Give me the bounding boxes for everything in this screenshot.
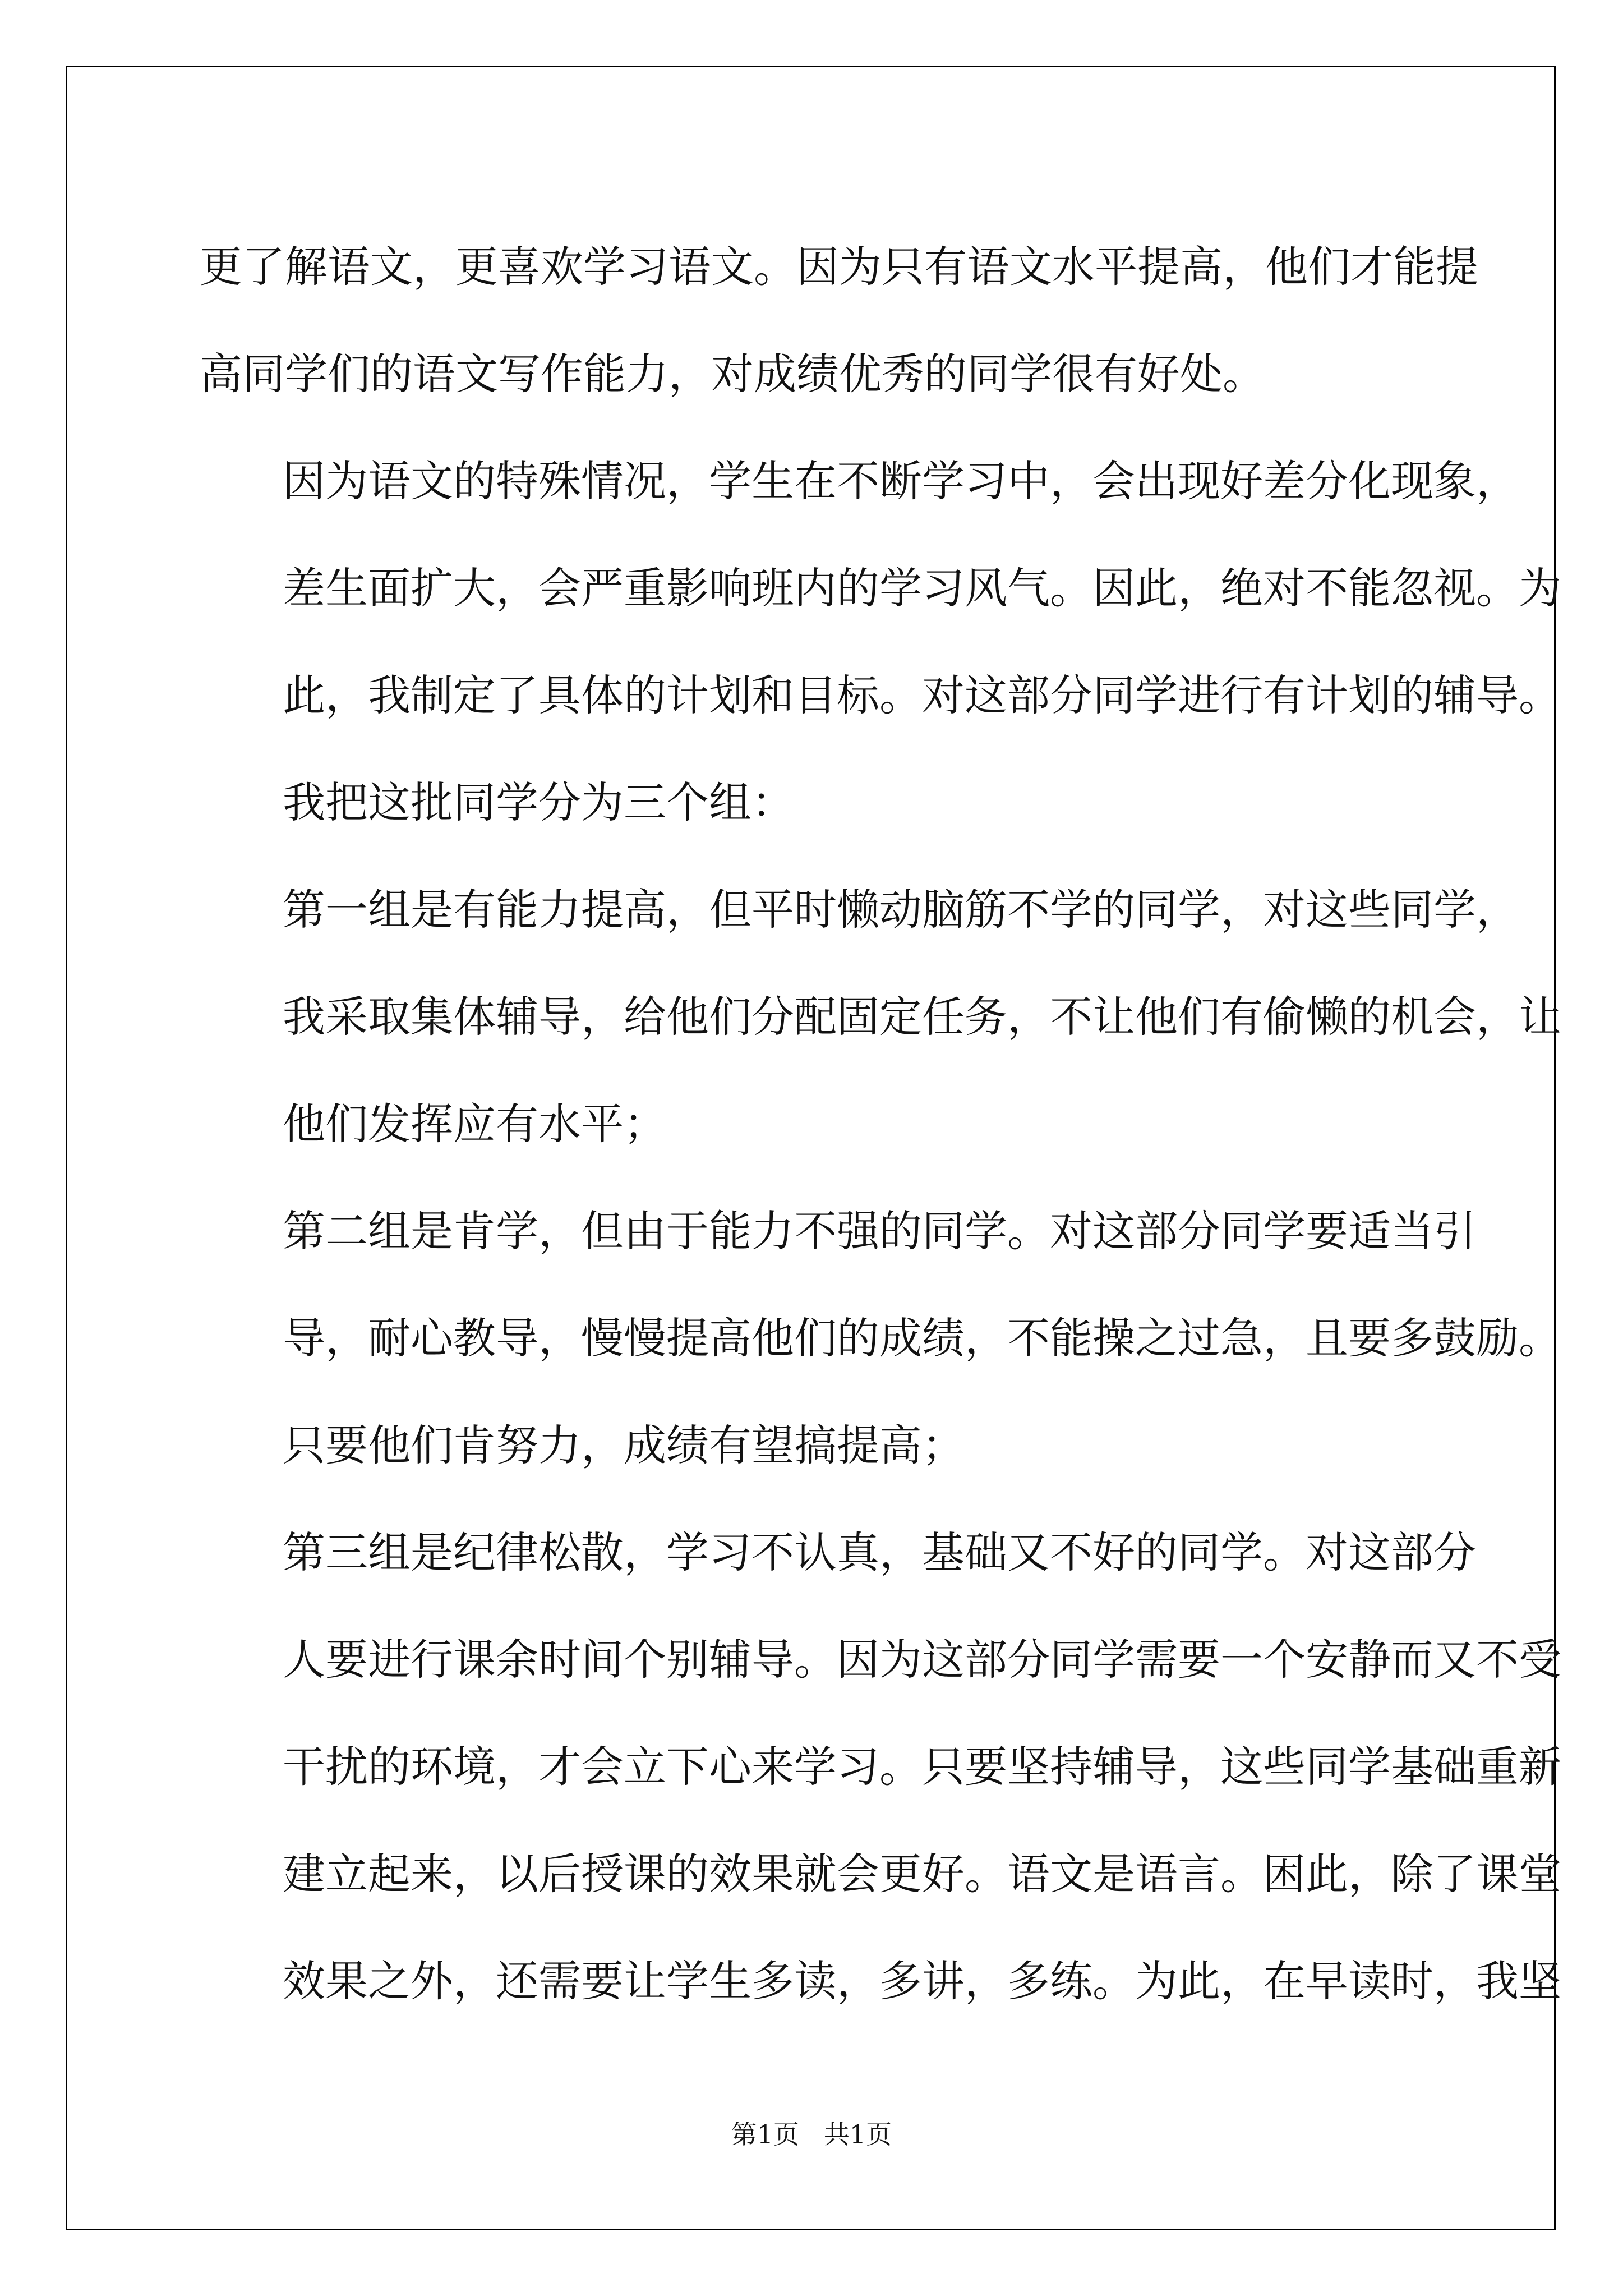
paragraph xyxy=(200,427,1561,749)
text-line: 差生面扩大，会严重影响班内的学习风气。因此，绝对不能忽视。为 xyxy=(283,563,1561,613)
text-line: 只要他们肯努力，成绩有望搞提高； xyxy=(283,1420,965,1470)
text-line: 他们发挥应有水平； xyxy=(283,1099,666,1149)
text-line: 第一组是有能力提高，但平时懒动脑筋不学的同学，对这些同学， xyxy=(283,885,1519,935)
paragraph xyxy=(200,1177,1561,1499)
page-number-footer: 第1页 共1页 xyxy=(731,2119,892,2150)
text-line: 更了解语文，更喜欢学习语文。因为只有语文水平提高，他们才能提 xyxy=(200,242,1478,292)
text-line: 此，我制定了具体的计划和目标。对这部分同学进行有计划的辅导。 xyxy=(283,670,1561,720)
paragraph xyxy=(200,213,1478,427)
text-line: 建立起来，以后授课的效果就会更好。语文是语言。困此，除了课堂 xyxy=(283,1849,1561,1899)
text-line: 因为语文的特殊情况，学生在不断学习中，会出现好差分化现象， xyxy=(283,456,1519,506)
text-line: 干扰的环境，才会立下心来学习。只要坚持辅导，这些同学基础重新 xyxy=(283,1742,1561,1792)
document-body xyxy=(200,213,1561,2035)
text-line: 我采取集体辅导，给他们分配固定任务，不让他们有偷懒的机会，让 xyxy=(283,992,1561,1042)
text-line: 第三组是纪律松散，学习不认真，基础又不好的同学。对这部分 xyxy=(283,1527,1476,1577)
paragraph xyxy=(200,1499,1561,2035)
paragraph xyxy=(200,856,1561,1177)
text-line: 效果之外，还需要让学生多读，多讲，多练。为此，在早读时，我坚 xyxy=(283,1956,1561,2006)
text-line: 人要进行课余时间个别辅导。因为这部分同学需要一个安静而又不受 xyxy=(283,1635,1561,1685)
text-line: 我把这批同学分为三个组： xyxy=(283,777,794,827)
text-line: 导，耐心教导，慢慢提高他们的成绩，不能操之过急，且要多鼓励。 xyxy=(283,1313,1561,1363)
text-line: 高同学们的语文写作能力，对成绩优秀的同学很有好处。 xyxy=(200,349,1265,399)
text-line: 第二组是肯学，但由于能力不强的同学。对这部分同学要适当引 xyxy=(283,1206,1476,1256)
paragraph xyxy=(200,749,1430,856)
